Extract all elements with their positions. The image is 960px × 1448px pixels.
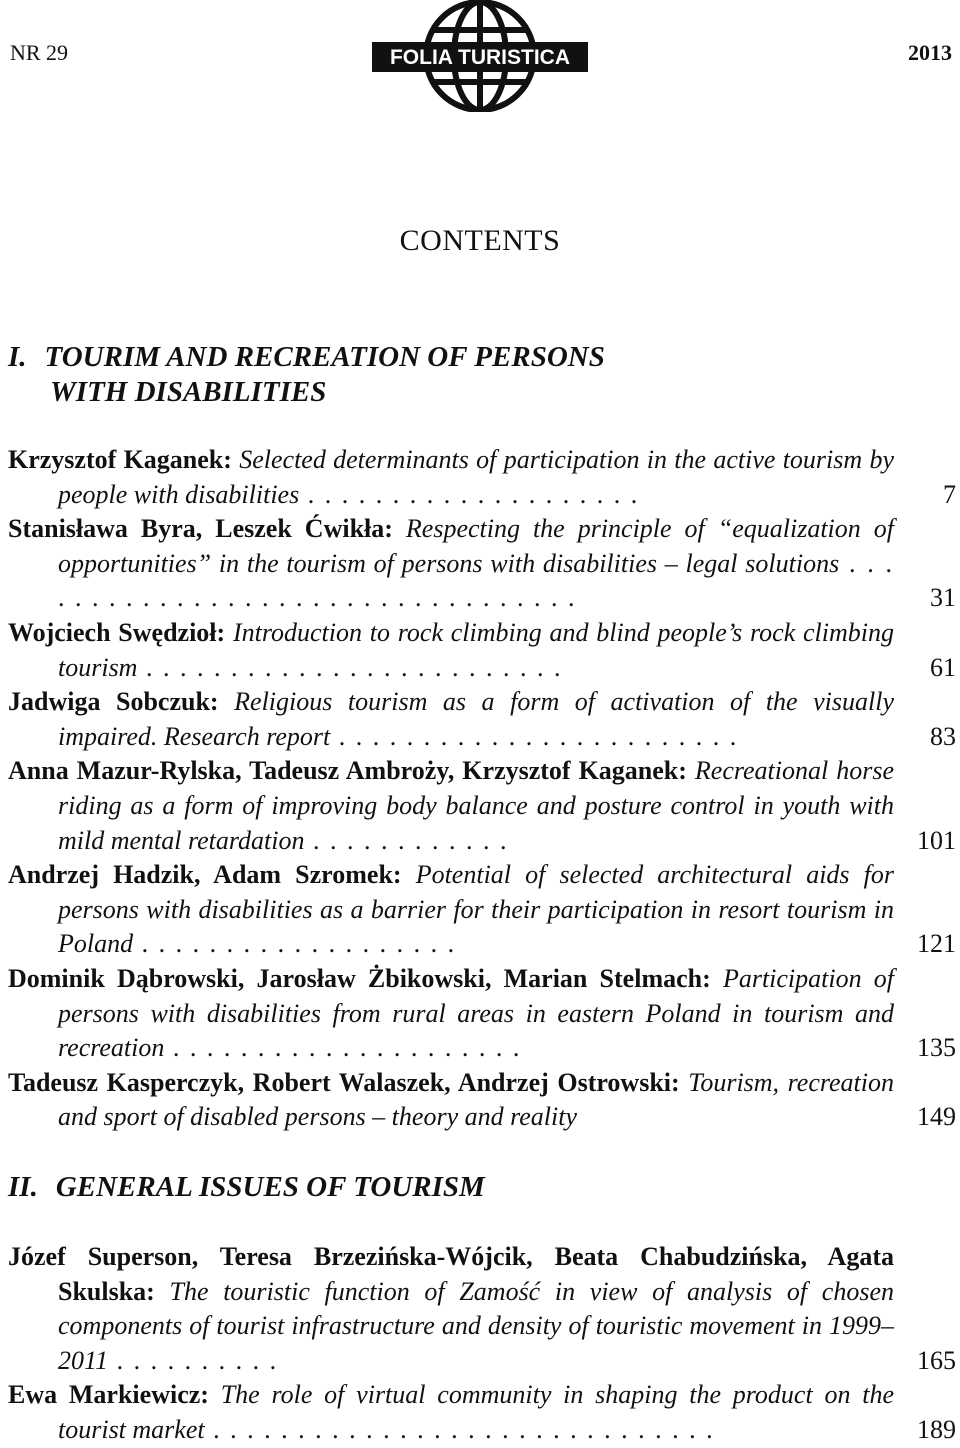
toc-entry[interactable] <box>8 512 956 616</box>
entry-authors: Stanisława Byra, Leszek Ćwikła: <box>8 514 393 544</box>
dot-leaders: . . . . . . . . . . . . . . . . . . . . . . . . . . . . . . <box>204 1414 715 1444</box>
dot-leaders: . . . . . . . . . . . . . . . . . . . . . . . . <box>330 721 739 751</box>
toc-entry[interactable] <box>8 1066 956 1135</box>
section-title-line: WITH DISABILITIES <box>50 376 327 408</box>
entry-authors: Wojciech Swędzioł: <box>8 617 226 647</box>
entry-authors: Anna Mazur-Rylska, Tadeusz Ambroży, Krzysztof Kaganek: <box>8 756 687 786</box>
logo-text: FOLIA TURISTICA <box>389 46 571 69</box>
entry-authors: Jadwiga Sobczuk: <box>8 687 219 717</box>
entry-page-number: 165 <box>917 1345 956 1375</box>
entry-title: Religious tourism as a form of activation of the visually impaired. Research report <box>58 687 894 751</box>
entry-authors: Józef Superson, Teresa Brzezińska-Wójcik, Beata Chabudzińska, Agata Skulska: <box>8 1242 894 1306</box>
folia-turistica-logo <box>368 0 592 112</box>
toc-entry[interactable] <box>8 685 956 754</box>
entry-page-number: 149 <box>917 1102 956 1132</box>
entry-title: Introduction to rock climbing and blind people’s rock climbing tourism <box>58 617 894 682</box>
entry-page-number: 189 <box>917 1414 956 1444</box>
entry-authors: Andrzej Hadzik, Adam Szromek: <box>8 860 402 890</box>
entry-title: Participation of persons with disabilities from rural areas in eastern Poland in tourism and recreation <box>58 963 894 1063</box>
dot-leaders: . . . . . . . . . . . . . . . . . . . . . <box>164 1033 522 1063</box>
entry-page-number: 101 <box>917 825 956 855</box>
entry-page-number: 7 <box>943 479 956 509</box>
entry-title: Recreational horse riding as a form of improving body balance and posture control in youth with mild mental retardation <box>58 756 894 855</box>
entry-authors: Ewa Markiewicz: <box>8 1380 209 1410</box>
entry-title: The touristic function of Zamość in view of analysis of chosen components of tourist infrastructure and density of touristic movement in 1999–2011 <box>58 1276 895 1375</box>
toc-entry[interactable] <box>8 443 956 512</box>
section-number: II. <box>8 1171 38 1203</box>
entry-title: Tourism, recreation and sport of disabled persons – theory and reality <box>58 1067 895 1132</box>
entry-page-number: 121 <box>917 929 956 959</box>
toc-entry[interactable] <box>8 962 956 1066</box>
entry-title: Respecting the principle of “equalization of opportunities” in the tourism of persons with disabilities – legal solutions <box>58 514 894 578</box>
contents-heading: CONTENTS <box>399 224 561 257</box>
section-2-entries <box>8 1240 956 1448</box>
toc-entry[interactable] <box>8 1378 956 1447</box>
entry-title: The role of virtual community in shaping the product on the tourist market <box>58 1380 894 1444</box>
entry-authors: Dominik Dąbrowski, Jarosław Żbikowski, Marian Stelmach: <box>8 963 711 993</box>
entry-title: Potential of selected architectural aids for persons with disabilities as a barrier for their participation in resort tourism in Poland <box>58 860 895 959</box>
entry-page-number: 31 <box>930 583 956 613</box>
toc-entry[interactable] <box>8 616 956 685</box>
entry-page-number: 135 <box>917 1033 956 1063</box>
toc-entry[interactable] <box>8 754 956 858</box>
dot-leaders: . . . . . . . . . . . . . . . . . . . <box>133 929 457 959</box>
section-title-line: GENERAL ISSUES OF TOURISM <box>55 1171 485 1203</box>
dot-leaders: . . . . . . . . . . . . . . . . . . . . . . . . . . . . . . . . . . <box>58 548 895 613</box>
entry-page-number: 61 <box>930 652 956 682</box>
dot-leaders: . . . . . . . . . . . . . . . . . . . . . . . . . <box>137 652 563 682</box>
section-title-line: TOURIM AND RECREATION OF PERSONS <box>44 341 605 373</box>
section-1-entries <box>8 443 956 1135</box>
entry-authors: Tadeusz Kasperczyk, Robert Walaszek, Andrzej Ostrowski: <box>8 1067 680 1097</box>
toc-entry[interactable] <box>8 858 956 962</box>
dot-leaders: . . . . . . . . . . . . <box>304 825 509 855</box>
section-heading-2 <box>8 1170 485 1205</box>
entry-page-number: 83 <box>930 721 956 751</box>
entry-authors: Krzysztof Kaganek: <box>8 445 232 474</box>
dot-leaders: . . . . . . . . . . <box>108 1345 279 1375</box>
toc-entry[interactable] <box>8 1240 956 1378</box>
entry-title: Selected determinants of participation in the active tourism by people with disabilities <box>58 445 894 509</box>
issue-number: NR 29 <box>10 40 69 65</box>
issue-year: 2013 <box>908 40 952 65</box>
section-number: I. <box>8 341 27 373</box>
dot-leaders: . . . . . . . . . . . . . . . . . . . . <box>299 479 640 509</box>
section-heading-1 <box>8 340 605 410</box>
